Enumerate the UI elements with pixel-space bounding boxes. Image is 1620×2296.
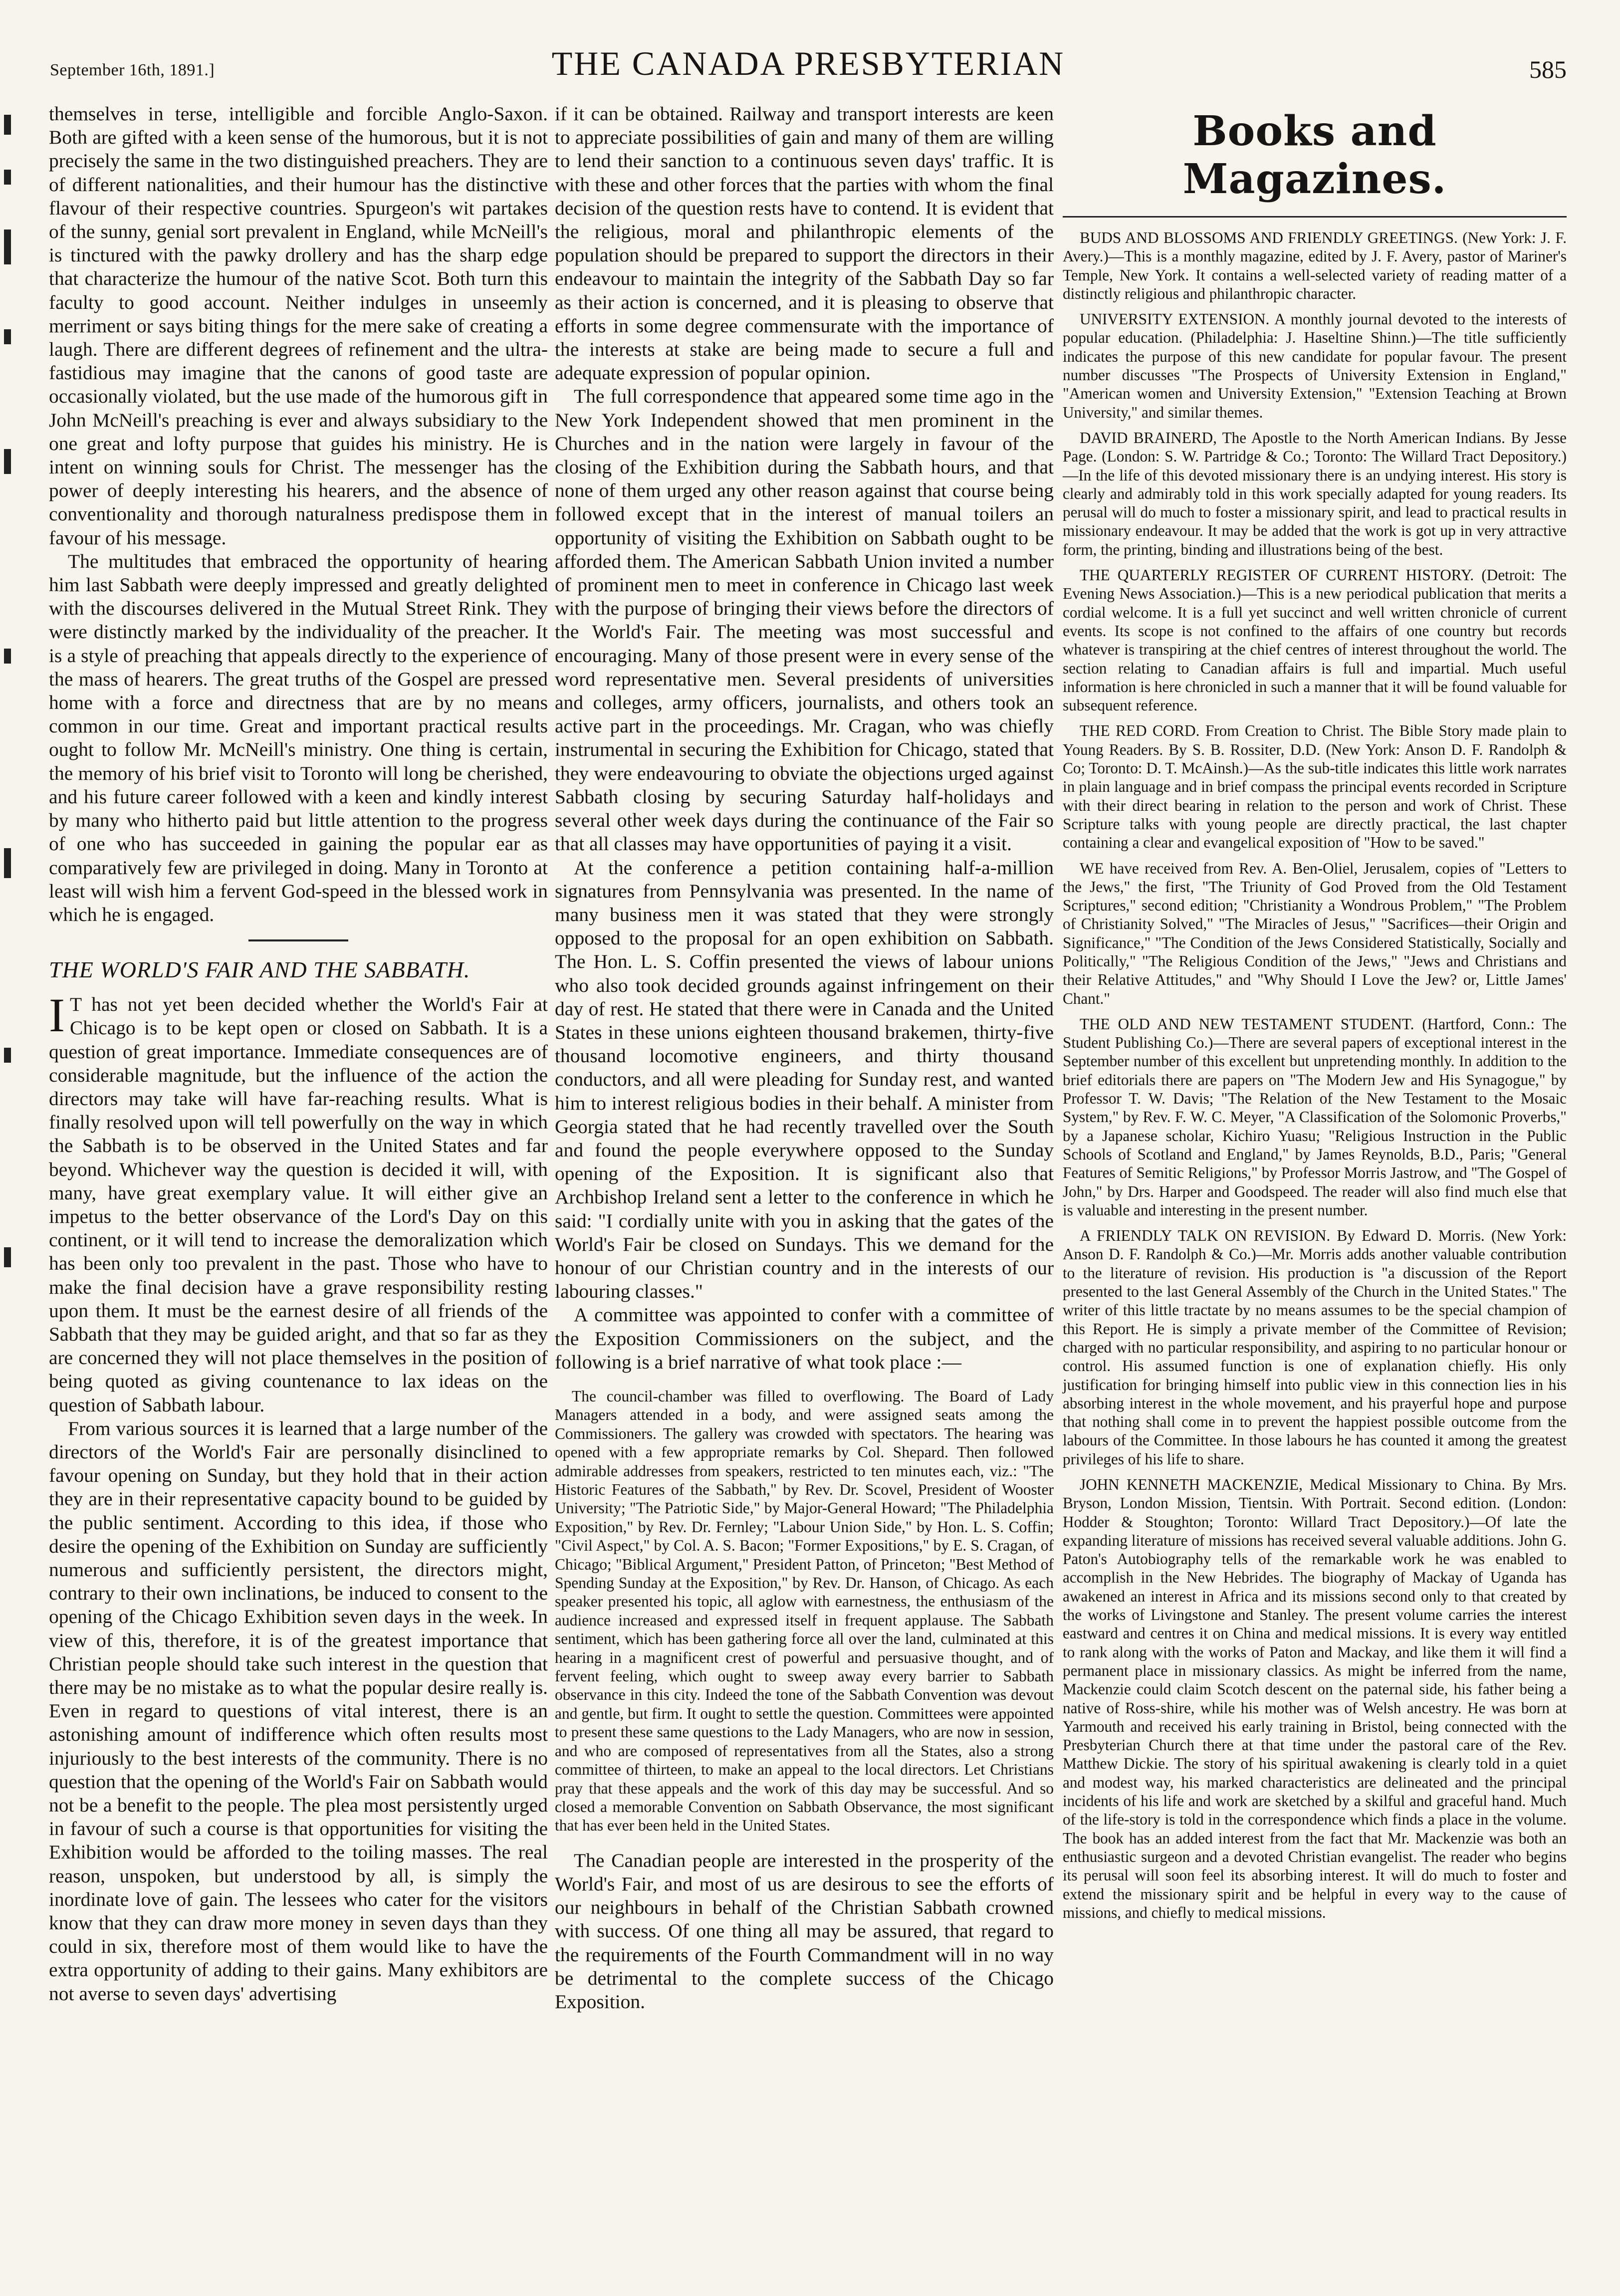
paragraph: I T has not yet been decided whether the World's Fair at Chicago is to be kept open or closed on Sabbath. It is a question of great importance. Immediate consequences are of considerable magnitude, but the influence of the action the directors may take will have far-reaching results. What is finally resolved upon will tell powerfully on the way in which the Sabbath is to be observed in the United States and far beyond. Whichever way the question is decided it will, with many, have great exemplary value. It will either give an impetus to the better observance of the Lord's Day on this continent, or it will tend to increase the demoralization which has been only too prevalent in the past. Those who have to make the final decision have a grave responsibility resting upon them. It must be the earnest desire of all friends of the Sabbath that they may be guided aright, and that so far as they are concerned they will not place themselves in the position of being quoted as giving countenance to lax ideas on the question of Sabbath labour. bbox=[49, 988, 548, 1416]
block-quote bbox=[555, 1387, 1054, 1835]
paragraph: The full correspondence that appeared some time ago in the New York Independent showed that men prominent in the Churches and in the nation were largely in favour of the closing of the Exhibition during the Sabbath hours, and that none of them urged any other reason against that course being followed except that in the interest of manual toilers an opportunity of visiting the Exhibition on Sabbath ought to be afforded them. The American Sabbath Union invited a number of prominent men to meet in conference in Chicago last week with the purpose of bringing their views before the directors of the World's Fair. The meeting was most successful and encouraging. Many of those present were in every sense of the word representative men. Several presidents of universities and colleges, army officers, journalists, and others took an active part in the proceedings. Mr. Cragan, who was chiefly instrumental in securing the Exhibition for Chicago, stated that they were endeavouring to obviate the objections urged against Sabbath closing by securing Saturday half-holidays and several other week days during the continuance of the Fair so that all classes may have opportunities of paying it a visit. bbox=[555, 385, 1054, 855]
binding-edge-marks bbox=[0, 100, 20, 2245]
column-3 bbox=[1063, 102, 1567, 1929]
issue-date: September 16th, 1891.] bbox=[50, 61, 215, 79]
publication-title: THE CANADA PRESBYTERIAN bbox=[551, 44, 1065, 82]
article-heading: THE WORLD'S FAIR AND THE SABBATH. bbox=[49, 957, 470, 983]
review-entry: UNIVERSITY EXTENSION. A monthly journal devoted to the interests of popular education. (Philadelphia: J. Haseltine Shinn.)—The title sufficiently indicates the purpose of this new candidate for popular favour. The present number discusses "The Prospects of University Extension in England," "American women and University Extension," "Extension Teaching at Brown University," and similar themes. bbox=[1063, 310, 1567, 421]
page-number: 585 bbox=[1529, 55, 1567, 83]
quoted-text: The council-chamber was filled to overflowing. The Board of Lady Managers attended in a body, and were assigned seats among the Commissioners. The gallery was crowded with spectators. The hearing was opened with a few appropriate remarks by Col. Shepard. Then followed admirable addresses from speakers, restricted to ten minutes each, viz.: "The Historic Features of the Sabbath," by Rev. Dr. Scovel, President of Wooster University; "The Patriotic Side," by Major-General Howard; "The Philadelphia Exposition," by Rev. Dr. Fernley; "Labour Union Side," by Hon. L. S. Coffin; "Civil Aspect," by Col. A. S. Bacon; "Former Expositions," by E. S. Cragan, of Chicago; "Biblical Argument," President Patton, of Princeton; "Best Method of Spending Sunday at the Exposition," by Rev. Dr. Hanson, of Chicago. As each speaker presented his topic, all aglow with earnestness, the enthusiasm of the audience increased and expressed itself in frequent applause. The Sabbath sentiment, which has been gathering force all over the land, culminated at this hearing in a magnificent crest of powerful and persuasive thought, and of fervent feeling, which ought to sweep away every barrier to Sabbath observance in this city. Indeed the tone of the Sabbath Convention was devout and gentle, but firm. It ought to settle the question. Committees were appointed to present these same questions to the Lady Managers, who are now in session, and who are composed of representatives from all the States, also a strong committee of thirteen, to make an appeal to the local directors. Let Christians pray that these appeals and the work of this day may be successful. And so closed a memorable Convention on Sabbath Observance, the most significant that has ever been held in the United States. bbox=[555, 1387, 1054, 1835]
paragraph: From various sources it is learned that a large number of the directors of the World's Fair are personally disinclined to favour opening on Sunday, but they hold that in their action they are in their representative capacity bound to be guided by the public sentiment. According to this idea, if those who desire the opening of the Exhibition on Sunday are sufficiently numerous and sufficiently persistent, the directors might, contrary to their own inclinations, be induced to consent to the opening of the Chicago Exhibition seven days in the week. In view of this, therefore, it is of the greatest importance that Christian people should take such interest in the question that there may be no mistake as to what the popular desire really is. Even in regard to questions of vital interest, there is an astonishing amount of indifference which often results most injuriously to the best interests of the community. There is no question that the opening of the World's Fair on Sabbath would not be a benefit to the people. The plea most persistently urged in favour of such a course is that opportunities for visiting the Exhibition would be afforded to the toiling masses. The real reason, unspoken, but understood by all, is simply the inordinate love of gain. The lessees who cater for the visitors know that they can draw more money in seven days than they could in six, therefore most of them would like to have the extra opportunity of adding to their gains. Many exhibitors are not averse to seven days' advertising bbox=[49, 1417, 548, 2005]
review-entry: A FRIENDLY TALK ON REVISION. By Edward D. Morris. (New York: Anson D. F. Randolph & Co.)—Mr. Morris adds another valuable contribution to the literature of revision. His production is "a discussion of the Report presented to the last General Assembly of the Church in the United States." The writer of this little tractate by no means assumes to be the special champion of this Report. He is simply a private member of the Committee of Revision; charged with no particular responsibility, and aspiring to no particular honour or control. His assumed function is one of explanation chiefly. His only justification for bringing himself into public view in this connection lies in his absorbing interest in the whole movement, and his prayerful hope and purpose that nothing shall come in to prevent the happiest possible outcome from the labours of the Committee. In those labours he has counted it among the greatest privileges of his life to share. bbox=[1063, 1227, 1567, 1468]
review-entry: JOHN KENNETH MACKENZIE, Medical Missionary to China. By Mrs. Bryson, London Mission, Tientsin. With Portrait. Second edition. (London: Hodder & Stoughton; Toronto: Willard Tract Depository.)—Of late the expanding literature of missions has received several valuable additions. John G. Paton's Autobiography tells of the remarkable work he was enabled to accomplish in the New Hebrides. The biography of Mackay of Uganda has awakened an interest in Africa and its missions second only to that created by the works of Livingstone and Stanley. The present volume carries the interest eastward and centres it on China and medical missions. It is every way entitled to rank along with the works of Paton and Mackay, and like them it will find a permanent place in missionary classics. As might be inferred from the name, Mackenzie could claim Scotch descent on the paternal side, his father being a native of Ross-shire, while his mother was of Welsh ancestry. He was born at Yarmouth and received his early training in Bristol, being connected with the Presbyterian Church there at that time under the pastoral care of the Rev. Matthew Dickie. The story of his spiritual awakening is clearly told in a quiet and modest way, his marked characteristics are delineated and the principal incidents of his life and work are sketched by a skilful and graceful hand. Much of the life-story is told in the correspondence which finds a place in the volume. The book has an added interest from the fact that Mr. Mackenzie was both an enthusiastic surgeon and a devoted Christian evangelist. The reader who begins its perusal will soon feel its absorbing interest. It will do much to foster and extend the missionary spirit and be helpful in every way to the cause of missions, and chiefly to medical missions. bbox=[1063, 1476, 1567, 1921]
paragraph: The multitudes that embraced the opportunity of hearing him last Sabbath were deeply impressed and greatly delighted with the discourses delivered in the Mutual Street Rink. They were distinctly marked by the individuality of the preacher. It is a style of preaching that appeals directly to the experience of the mass of hearers. The great truths of the Gospel are pressed home with a force and directness that are by no means common in our time. Great and important practical results ought to follow Mr. McNeill's ministry. One thing is certain, the memory of his brief visit to Toronto will long be cherished, and his future career followed with a keen and kindly interest by many who hitherto paid but little attention to the progress of one who has succeeded in gaining the popular ear as comparatively few are privileged in doing. Many in Toronto at least will wish him a fervent God-speed in the blessed work in which he is engaged. bbox=[49, 550, 548, 925]
review-entry: THE QUARTERLY REGISTER OF CURRENT HISTORY. (Detroit: The Evening News Association.)—This is a new periodical publication that merits a cordial welcome. It is a full yet succinct and well written chronicle of current events. Its scope is not confined to the affairs of one country but records whatever is transpiring at the chief centres of interest throughout the world. The section relating to Canadian affairs is full and impartial. Much useful information is here chronicled in such a manner that it will be found valuable for subsequent reference. bbox=[1063, 566, 1567, 714]
paragraph: themselves in terse, intelligible and forcible Anglo-Saxon. Both are gifted with a keen sense of the humorous, but it is not precisely the same in the two distinguished preachers. They are of different nationalities, and their humour has the distinctive flavour of their respective countries. Spurgeon's wit partakes of the sunny, genial sort prevalent in England, while McNeill's is tinctured with the pawky drollery and has the sharp edge that characterize the humour of the native Scot. Both turn this faculty to good account. Neither indulges in unseemly merriment or says biting things for the mere sake of creating a laugh. There are different degrees of refinement and the ultra-fastidious may imagine that the canons of good taste are occasionally violated, but the use made of the humorous gift in John McNeill's preaching is ever and always subsidiary to the one great and lofty purpose that guides his ministry. He is intent on winning souls for Christ. The messenger has the power of deeply interesting his hearers, and the absence of conventionality and thorough naturalness predispose them in favour of his message. bbox=[49, 103, 548, 549]
paragraph: if it can be obtained. Railway and transport interests are keen to appreciate possibilities of gain and many of them are willing to lend their sanction to a continuous seven days' traffic. It is with these and other forces that the parties with whom the final decision of the question rests have to contend. It is evident that the religious, moral and philanthropic elements of the population should be prepared to support the directors in their endeavour to maintain the integrity of the Sabbath Day so far as their action is concerned, and it is pleasing to observe that efforts in some degree commensurate with the importance of the interests at stake are being made to secure a full and adequate expression of popular opinion. bbox=[555, 103, 1054, 384]
section-divider bbox=[248, 939, 348, 941]
review-entry: BUDS AND BLOSSOMS AND FRIENDLY GREETINGS. (New York: J. F. Avery.)—This is a monthly magazine, edited by J. F. Avery, pastor of Mariner's Temple, New York. It contains a well-selected variety of reading matter of a distinctly religious and philanthropic character. bbox=[1063, 229, 1567, 302]
drop-cap: I bbox=[49, 988, 65, 1042]
section-title-books-and-magazines: Books and Magazines. bbox=[1182, 107, 1447, 203]
review-entry: THE OLD AND NEW TESTAMENT STUDENT. (Hartford, Conn.: The Student Publishing Co.)—There are several papers of exceptional interest in the September number of this excellent but unpretending monthly. In addition to the brief editorials there are papers on "The Modern Jew and His Synagogue," by Professor T. W. Davis; "The Relation of the New Testament to the Mosaic System," by Rev. F. W. C. Meyer, "A Classification of the Solomonic Proverbs," by a Japanese scholar, Kichiro Yuasu; "Religious Instruction in the Public Schools of Scotland and England," by James Reynolds, B.D., Paris; "General Features of Semitic Religions," by Professor Morris Jastrow, and "The Gospel of John," by Drs. Harper and Goodspeed. The reader will also find much else that is valuable and interesting in the present number. bbox=[1063, 1015, 1567, 1219]
review-entry: THE RED CORD. From Creation to Christ. The Bible Story made plain to Young Readers. By S. B. Rossiter, D.D. (New York: Anson D. F. Randolph & Co; Toronto: D. T. McAinsh.)—As the sub-title indicates this little work narrates in plain language and in brief compass the principal events recorded in Scripture with their direct bearing in relation to the person and work of Christ. These Scripture talks with young people are directly practical, the last chapter containing a clear and evangelical exposition of "How to be saved." bbox=[1063, 722, 1567, 852]
column-2 bbox=[555, 102, 1054, 2014]
paragraph: At the conference a petition containing half-a-million signatures from Pennsylvania was presented. In the name of many business men it was stated that they were strongly opposed to the proposal for an open exhibition on Sabbath. The Hon. L. S. Coffin presented the views of labour unions who also took decided grounds against infringement on their day of rest. He stated that there were in Canada and the United States in these unions eighteen thousand brakemen, thirty-five thousand locomotive engineers, and thirty thousand conductors, and all were pleading for Sunday rest, and wanted him to interest religious bodies in their behalf. A minister from Georgia stated that he had recently travelled over the South and found the people everywhere opposed to the Sunday opening of the Exposition. It is significant also that Archbishop Ireland sent a letter to the conference in which he said: "I cordially unite with you in asking that the gates of the World's Fair be closed on Sundays. This we demand for the honour of our Christian country and in the interests of our labouring classes." bbox=[555, 856, 1054, 1303]
column-1 bbox=[49, 102, 548, 2006]
review-entry: WE have received from Rev. A. Ben-Oliel, Jerusalem, copies of "Letters to the Jews," the first, "The Triunity of God Proved from the Old Testament Scriptures," second edition; "Christianity a Wondrous Problem," "The Problem of Christianity Solved," "The Miracles of Jesus," "Sacrifices—their Origin and Significance," "The Condition of the Jews Considered Statistically, Socially and Politically," "The Religious Condition of the Jews," "Jews and Christians and their Relative Attitudes," and "Why Should I Love the Jew? or, Little James' Chant." bbox=[1063, 859, 1567, 1007]
section-divider bbox=[1063, 216, 1567, 218]
page-header bbox=[50, 40, 1567, 100]
paragraph: The Canadian people are interested in the prosperity of the World's Fair, and most of us are desirous to see the efforts of our neighbours in behalf of the Christian Sabbath crowned with success. Of one thing all may be assured, that regard to the requirements of the Fourth Commandment will in no way be detrimental to the complete success of the Chicago Exposition. bbox=[555, 1849, 1054, 2013]
paragraph: A committee was appointed to confer with a committee of the Exposition Commissioners on the subject, and the following is a brief narrative of what took place :— bbox=[555, 1304, 1054, 1373]
review-entry: DAVID BRAINERD, The Apostle to the North American Indians. By Jesse Page. (London: S. W. Partridge & Co.; Toronto: The Willard Tract Depository.)—In the life of this devoted missionary there is an undying interest. His story is clearly and admirably told in this work specially adapted for young readers. Its perusal will do much to foster a missionary spirit, and lead to practical results in missionary endeavour. It may be added that the work is got up in very attractive form, the printing, binding and illustrations being of the best. bbox=[1063, 429, 1567, 558]
